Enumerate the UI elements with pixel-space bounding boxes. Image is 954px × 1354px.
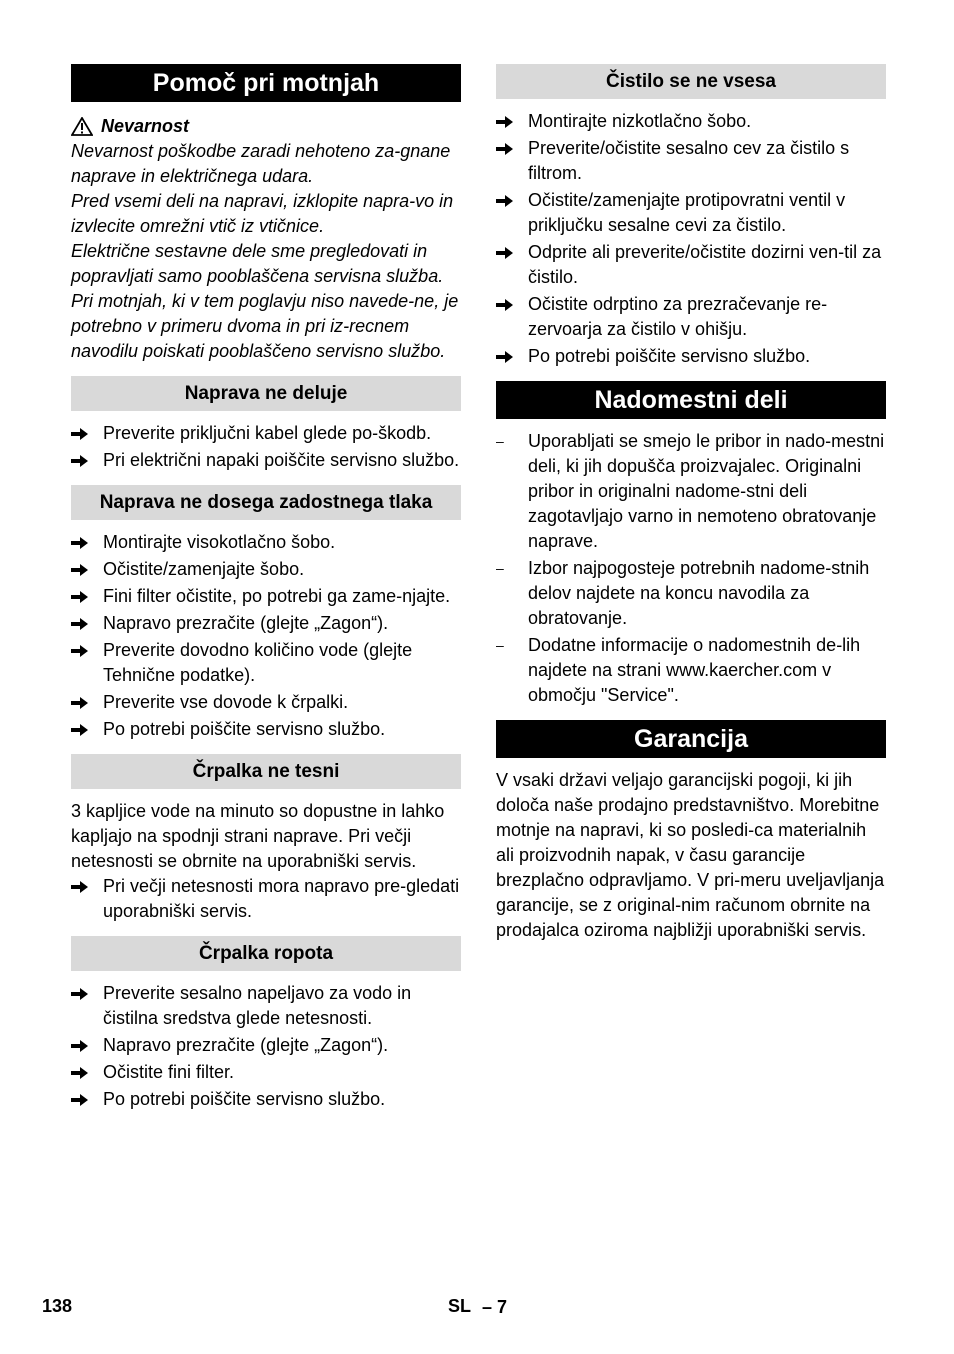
arrow-right-icon bbox=[496, 109, 528, 134]
arrow-right-icon bbox=[71, 1087, 103, 1112]
list-item: Napravo prezračite (glejte „Zagon“). bbox=[71, 1033, 461, 1058]
arrow-right-icon bbox=[496, 240, 528, 290]
arrow-right-icon bbox=[496, 136, 528, 186]
arrow-right-icon bbox=[71, 611, 103, 636]
list-item: Očistite/zamenjajte protipovratni ventil v priključku sesalne cevi za čistilo. bbox=[496, 188, 886, 238]
subsection-title-device-not-working: Naprava ne deluje bbox=[71, 376, 461, 411]
page-number: 138 bbox=[42, 1296, 73, 1316]
right-column bbox=[496, 64, 886, 943]
list-item: Fini filter očistite, po potrebi ga zame-njajte. bbox=[71, 584, 461, 609]
warning-triangle-icon bbox=[71, 117, 93, 136]
arrow-right-icon bbox=[71, 1060, 103, 1085]
arrow-right-icon bbox=[71, 584, 103, 609]
list-item: Odprite ali preverite/očistite dozirni ven-til za čistilo. bbox=[496, 240, 886, 290]
list-item: Preverite vse dovode k črpalki. bbox=[71, 690, 461, 715]
subsection-title-pump-noisy: Črpalka ropota bbox=[71, 936, 461, 971]
list-item: Montirajte nizkotlačno šobo. bbox=[496, 109, 886, 134]
warranty-text: V vsaki državi veljajo garancijski pogoji, ki jih določa naše prodajno predstavništvo. Morebitne motnje na napravi, ki so posledi-ca materialnih ali proizvodnih napak, v času garancije brezplačno odpravljamo. V pri-meru uveljavljanja garancije, se z original-nim računom obrnite na prodajalca oziroma najbližji uporabniški servis. bbox=[496, 770, 885, 940]
list-item: Očistite odrptino za prezračevanje re-zervoarja za čistilo v ohišju. bbox=[496, 292, 886, 342]
warning-label: Nevarnost bbox=[101, 116, 190, 136]
list-pump-leaks bbox=[71, 874, 461, 924]
section-title-troubleshooting: Pomoč pri motnjah bbox=[71, 64, 461, 102]
arrow-right-icon bbox=[496, 188, 528, 238]
language-code: SL bbox=[448, 1296, 472, 1316]
arrow-right-icon bbox=[71, 690, 103, 715]
list-item: Preverite priključni kabel glede po-škodb. bbox=[71, 421, 461, 446]
arrow-right-icon bbox=[496, 344, 528, 369]
arrow-right-icon bbox=[71, 981, 103, 1031]
list-item: – Uporabljati se smejo le pribor in nado-mestni deli, ki jih dopušča proizvajalec. Originalni pribor in originalni nadome-stni deli zagotavljajo varno in nemoteno obratovanje naprave. bbox=[496, 429, 886, 554]
warning-text: Pred vsemi deli na napravi, izklopite napra-vo in izvlecite omrežni vtič iz vtičnice. bbox=[71, 191, 454, 236]
dash-bullet: – bbox=[496, 433, 504, 449]
pump-leaks-text: 3 kapljice vode na minuto so dopustne in lahko kapljajo na spodnji strani naprave. Pri večji netesnosti se obrnite na uporabniški servis. bbox=[71, 801, 445, 871]
list-item: Preverite sesalno napeljavo za vodo in čistilna sredstva glede netesnosti. bbox=[71, 981, 461, 1031]
list-item: Pri večji netesnosti mora napravo pre-gledati uporabniški servis. bbox=[71, 874, 461, 924]
section-title-warranty: Garancija bbox=[496, 720, 886, 758]
list-item: – Izbor najpogosteje potrebnih nadome-stnih delov najdete na koncu navodila za obratovanje. bbox=[496, 556, 886, 631]
list-item: Očistite fini filter. bbox=[71, 1060, 461, 1085]
warning-text: Nevarnost poškodbe zaradi nehoteno za-gnane naprave in električnega udara. bbox=[71, 141, 451, 186]
arrow-right-icon bbox=[71, 448, 103, 473]
warning-text: Pri motnjah, ki v tem poglavju niso navede-ne, je potrebno v primeru dvoma in pri iz-recnem navodilu poiskati pooblaščeno servisno službo. bbox=[71, 291, 459, 361]
list-item: Po potrebi poiščite servisno službo. bbox=[496, 344, 886, 369]
warning-text: Električne sestavne dele sme pregledovati in popravljati samo pooblaščena servisna služba. bbox=[71, 241, 444, 286]
section-number: – 7 bbox=[482, 1297, 508, 1317]
list-detergent-not-drawn bbox=[496, 109, 886, 369]
list-item: Po potrebi poiščite servisno službo. bbox=[71, 1087, 461, 1112]
arrow-right-icon bbox=[71, 557, 103, 582]
arrow-right-icon bbox=[71, 638, 103, 688]
list-device-not-working bbox=[71, 421, 461, 473]
list-spare-parts bbox=[496, 429, 886, 708]
list-item: Preverite dovodno količino vode (glejte Tehnične podatke). bbox=[71, 638, 461, 688]
list-item: Po potrebi poiščite servisno službo. bbox=[71, 717, 461, 742]
list-item: – Dodatne informacije o nadomestnih de-lih najdete na strani www.kaercher.com v območju "Service". bbox=[496, 633, 886, 708]
dash-bullet: – bbox=[496, 637, 504, 653]
list-pump-noisy bbox=[71, 981, 461, 1112]
dash-bullet: – bbox=[496, 560, 504, 576]
warning-heading bbox=[71, 114, 461, 139]
list-item: Montirajte visokotlačno šobo. bbox=[71, 530, 461, 555]
arrow-right-icon bbox=[71, 1033, 103, 1058]
section-title-spare-parts: Nadomestni deli bbox=[496, 381, 886, 419]
subsection-title-detergent-not-drawn: Čistilo se ne vsesa bbox=[496, 64, 886, 99]
arrow-right-icon bbox=[71, 874, 103, 924]
arrow-right-icon bbox=[71, 421, 103, 446]
arrow-right-icon bbox=[71, 530, 103, 555]
left-column bbox=[71, 64, 461, 1114]
arrow-right-icon bbox=[496, 292, 528, 342]
list-insufficient-pressure bbox=[71, 530, 461, 742]
subsection-title-pump-leaks: Črpalka ne tesni bbox=[71, 754, 461, 789]
list-item: Očistite/zamenjajte šobo. bbox=[71, 557, 461, 582]
list-item: Preverite/očistite sesalno cev za čistilo s filtrom. bbox=[496, 136, 886, 186]
arrow-right-icon bbox=[71, 717, 103, 742]
subsection-title-insufficient-pressure: Naprava ne dosega zadostnega tlaka bbox=[71, 485, 461, 520]
list-item: Napravo prezračite (glejte „Zagon“). bbox=[71, 611, 461, 636]
list-item: Pri električni napaki poiščite servisno službo. bbox=[71, 448, 461, 473]
